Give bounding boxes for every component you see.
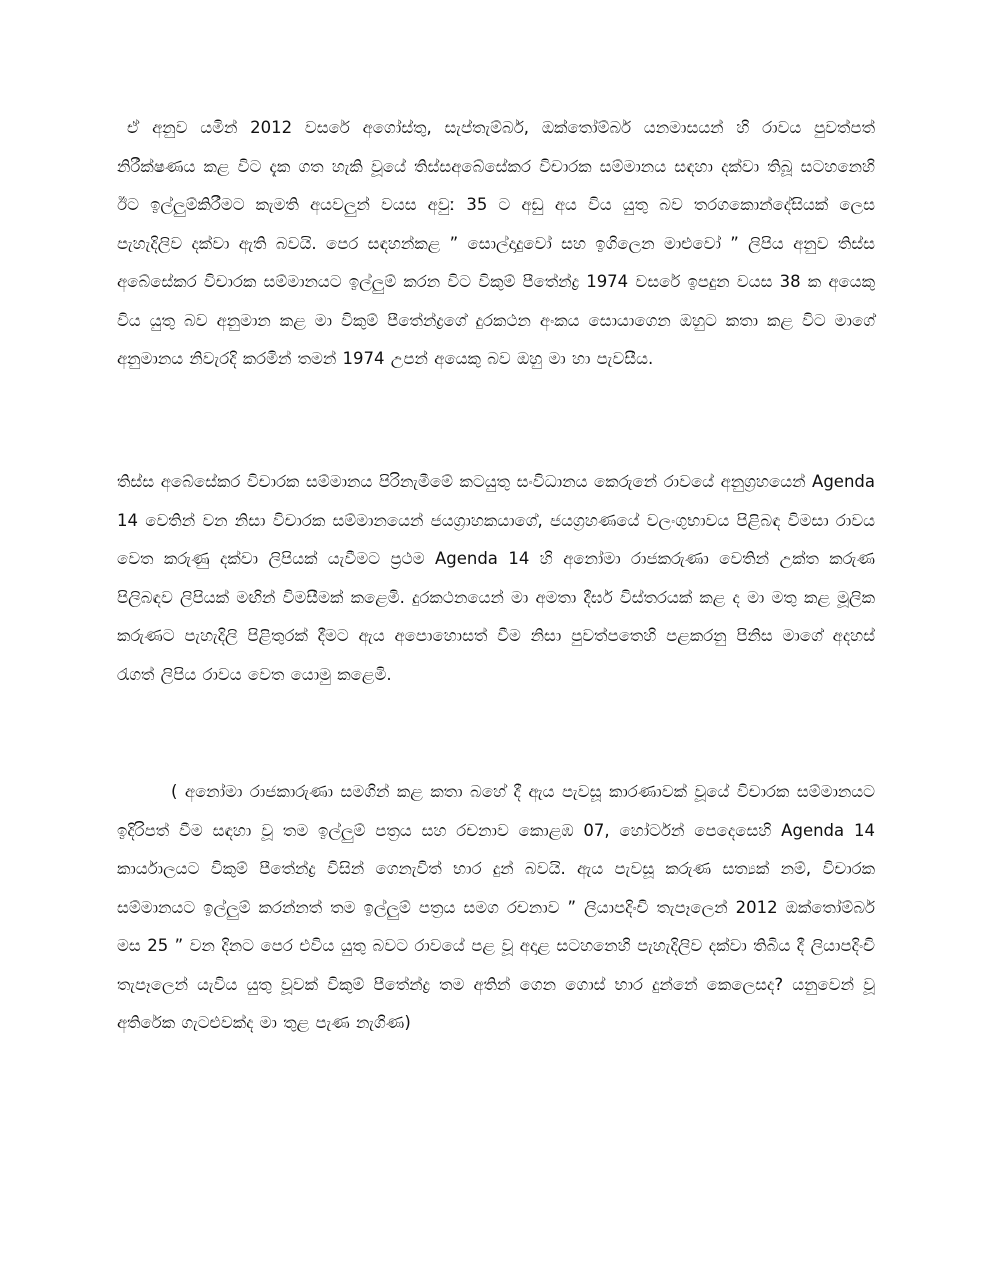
body-paragraph-3: ( අනෝමා රාජකාරුණා සමගින් කළ කතා බහේ දී ඇය පැවසූ කාරණාවක් වූයේ විචාරක සම්මානයට ඉදිරිපත් වීම සඳහා වූ තම ඉල්ලුම් පත්‍රය සහ රචනාව කොළඹ 07, හෝර්ටන් පෙදෙසෙහි Agenda 14 කාර්යාලයට විකුම් පීතේන්ද්‍ර විසින් ගෙනැවිත් භාර දුන් බවයි. ඇය පැවසූ කරුණ සත්‍යක් නම්, විචාරක සම්මානයට ඉල්ලුම් කරන්නත් තම ඉල්ලුම් පත්‍රය සමග රචනාව ” ලියාපදිංචි තැපෑලෙන් 2012 ඔක්තෝම්බර් මස 25 ” වන දිනට පෙර එවිය යුතු බවට රාවයේ පළ වූ අදාළ සටහනෙහි පැහැදිලිව දක්වා තිබිය දී ලියාපදිංචි තැපෑලෙන් යැවිය යුතු වූවක් විකුම් පීතේන්ද්‍ර තම අතින් ගෙන ගොස් භාර දුන්නේ කෙලෙසද? යනුවෙන් වූ අතිරේක ගැටළුවක්ද මා තුළ පැණ නැගිණ) <box>117 782 875 1032</box>
body-paragraph-1: ඒ අනුව යමින් 2012 වසරේ අගෝස්තු, සැප්තැම්බර්, ඔක්තෝම්බර් යනමාසයන් හි රාවය පුවත්පත් නිරීක්ෂණය කළ විට දැක ගත හැකි වූයේ තිස්සඅබේසේකර විචාරක සම්මානය සඳහා දක්වා තිබූ සටහනෙහි ඊට ඉල්ලුම්කිරීමට කැමති අයවලුන් වයස අවුː 35 ට අඩු අය විය යුතු බව තරගකොන්දේසියක් ලෙස පැහැදිලිව දක්වා ඇති බවයි. පෙර සඳහන්කළ ” සොල්දාදුවෝ සහ ඉගිලෙන මාළුවෝ ” ලිපිය අනුව තිස්ස අබේසේකර විචාරක සම්මානයට ඉල්ලුම් කරන විට විකුම් පීතේන්ද්‍ර 1974 වසරේ ඉපදුන වයස 38 ක අයෙකු විය යුතු බව අනුමාන කළ මා විකුම් පීතේන්ද්‍රගේ දුරකථන අංකය සොයාගෙන ඔහුට කතා කළ විට මාගේ අනුමානය නිවැරදි කරමින් තමන් 1974 උපන් අයෙකු බව ඔහු මා හා පැවසීය. <box>117 118 875 368</box>
body-paragraph-2: තිස්ස අබේසේකර විචාරක සම්මානය පිරිනැමීමේ කටයුතු සංවිධානය කෙරුනේ රාවයේ අනුග්‍රහයෙන් Agenda 14 වෙතින් වන නිසා විචාරක සම්මානයෙන් ජයග්‍රාහකයාගේ, ජයග්‍රහණයේ වලංගුභාවය පිළිබඳ විමසා රාවය වෙත කරුණු දක්වා ලිපියක් යැවීමට ප්‍රථම Agenda 14 හි අනෝමා රාජකරුණා වෙතින් උක්ත කරුණ පිලිබඳව ලිපියක් මඟින් විමසීමක් කළෙමි. දුරකථනයෙන් මා අමතා දීර්ඝ විස්තරයක් කළ ද මා මතු කළ මූලික කරුණට පැහැදිලි පිළිතුරක් දීමට ඇය අපොහොසත් වීම නිසා පුවත්පතෙහි පළකරනු පිනිස මාගේ අදහස් රැගත් ලිපිය රාවය වෙත යොමු කළෙමි. <box>117 472 876 684</box>
